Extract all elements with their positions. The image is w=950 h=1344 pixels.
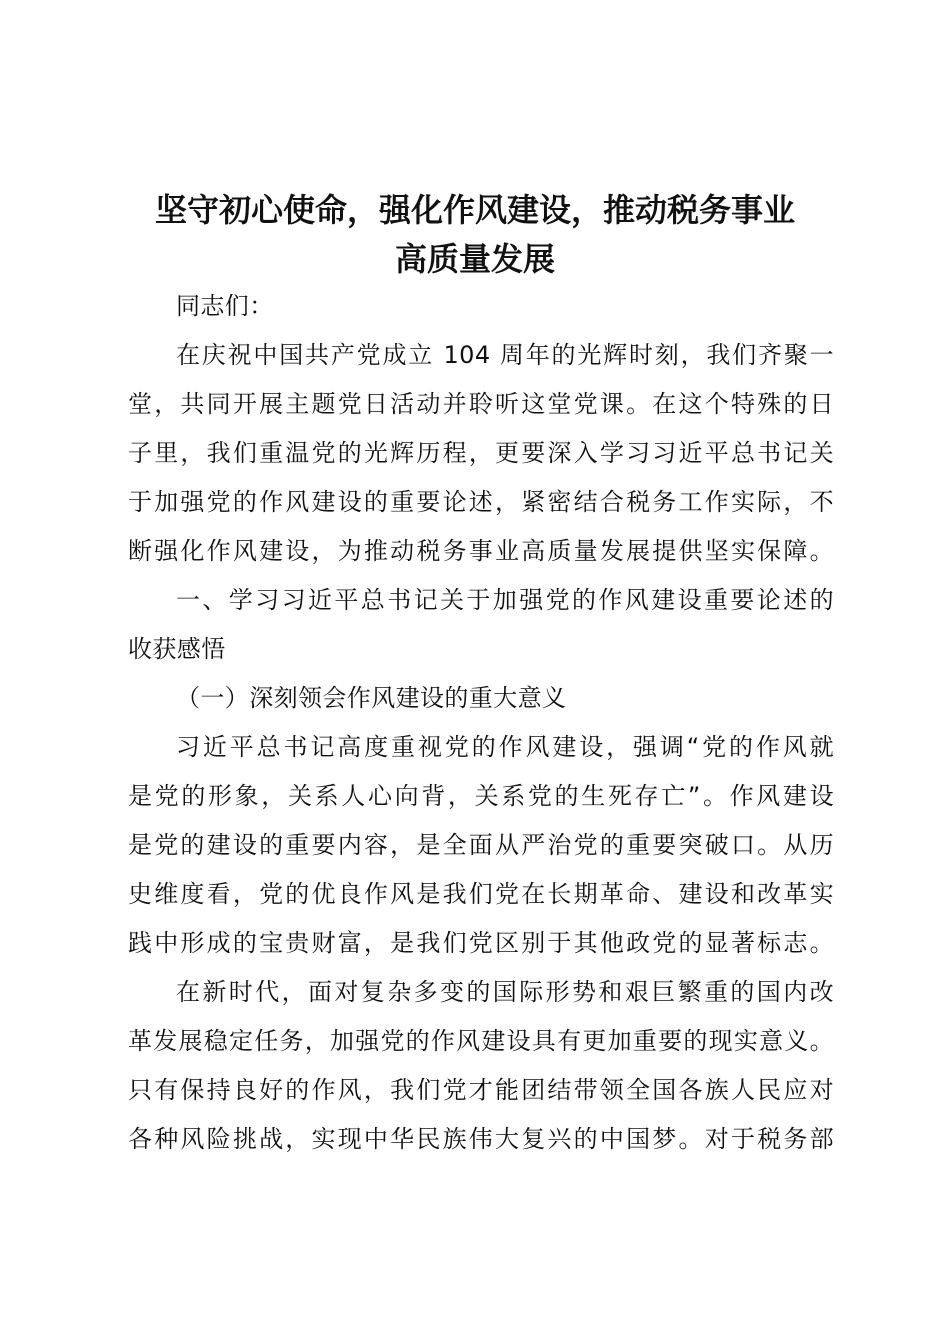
- paragraph-line: 于加强党的作风建设的重要论述，紧密结合税务工作实际，不: [128, 488, 834, 516]
- paragraph-line: 堂，共同开展主题党日活动并聆听这堂党课。在这个特殊的日: [128, 390, 834, 418]
- paragraph-line: 是党的建设的重要内容，是全面从严治党的重要突破口。从历: [128, 831, 834, 859]
- section-heading-line: 收获感悟: [128, 635, 226, 663]
- paragraph-line: 是党的形象，关系人心向背，关系党的生死存亡”。作风建设: [128, 782, 834, 810]
- document-title-line-1: 坚守初心使命，强化作风建设，推动税务事业: [154, 191, 795, 229]
- paragraph-line: 史维度看，党的优良作风是我们党在长期革命、建设和改革实: [128, 880, 834, 908]
- section-heading-line: 一、学习习近平总书记关于加强党的作风建设重要论述的: [176, 586, 834, 614]
- paragraph-line: 践中形成的宝贵财富，是我们党区别于其他政党的显著标志。: [128, 929, 834, 957]
- paragraph-line: 子里，我们重温党的光辉历程，更要深入学习习近平总书记关: [128, 439, 834, 467]
- document-title-line-2: 高质量发展: [394, 240, 555, 278]
- salutation: 同志们：: [176, 292, 274, 320]
- paragraph-line: 在庆祝中国共产党成立 104 周年的光辉时刻，我们齐聚一: [176, 341, 834, 369]
- subsection-heading: （一）深刻领会作风建设的重大意义: [176, 684, 567, 712]
- paragraph-line: 习近平总书记高度重视党的作风建设，强调“党的作风就: [176, 733, 834, 761]
- paragraph-line: 革发展稳定任务，加强党的作风建设具有更加重要的现实意义。: [128, 1027, 834, 1055]
- paragraph-line: 断强化作风建设，为推动税务事业高质量发展提供坚实保障。: [128, 537, 834, 565]
- document-body: [128, 282, 834, 1164]
- paragraph-line: 各种风险挑战，实现中华民族伟大复兴的中国梦。对于税务部: [128, 1125, 834, 1153]
- paragraph-line: 在新时代，面对复杂多变的国际形势和艰巨繁重的国内改: [176, 978, 834, 1006]
- paragraph-line: 只有保持良好的作风，我们党才能团结带领全国各族人民应对: [128, 1076, 834, 1104]
